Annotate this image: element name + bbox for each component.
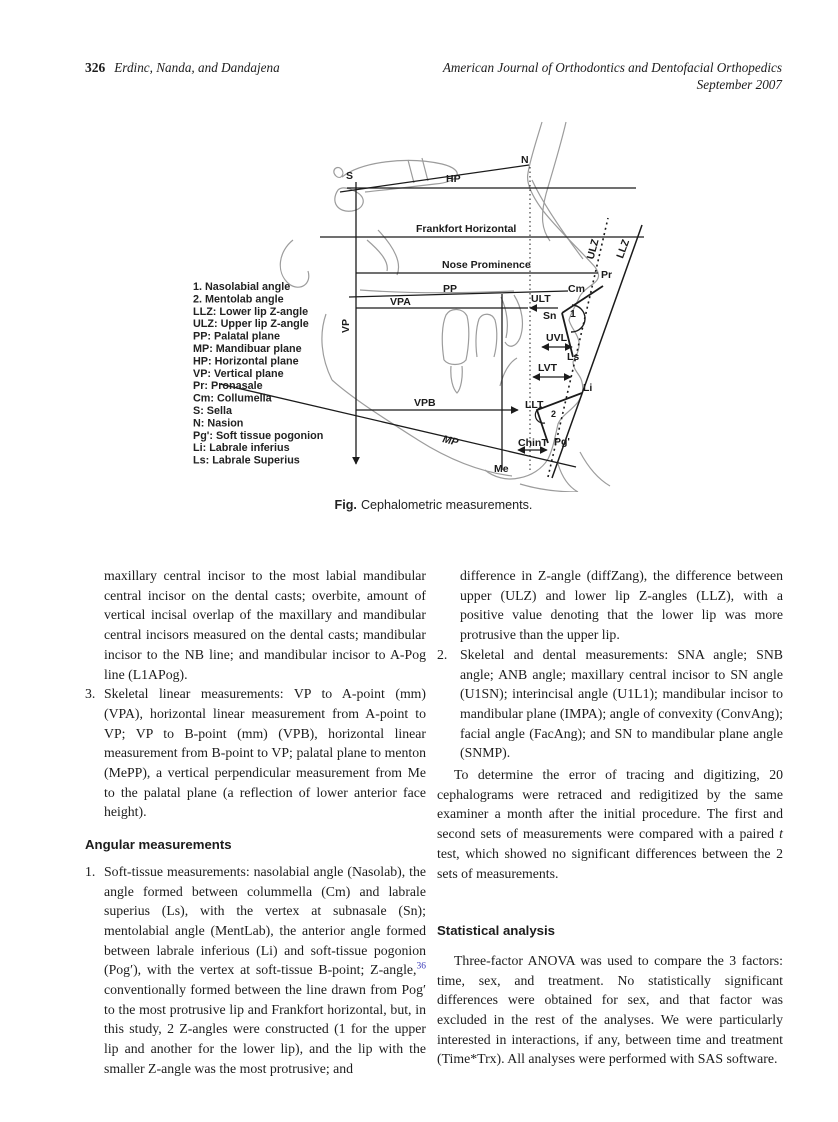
list-number: 2. xyxy=(437,646,448,662)
legend-item: ULZ: Upper lip Z-angle xyxy=(193,318,309,331)
legend-item: LLZ: Lower lip Z-angle xyxy=(193,305,309,318)
paragraph-text: maxillary central incisor to the most labial mandibular central incisor on the dental casts; overbite, amount of vertical incisal overlap of the maxillary and mandibular central incisors measured on the dental casts; mandibular incisor to the NB line; and mandibular incisor to A-Pog line (L1APog). xyxy=(104,568,426,682)
label-cm: Cm xyxy=(568,283,585,295)
paragraph-text: conventionally formed between the line drawn from Pog′ to the most protrusive lip and Frankfort horizontal, but, in this study, 2 Z-angles were constructed (1 for the upper lip and another for the lower lip), and the lip with the smaller Z-angle was the most protrusive; and xyxy=(104,982,426,1076)
label-mp: MP xyxy=(441,433,460,449)
legend-item: Ls: Labrale Superius xyxy=(193,454,300,467)
paragraph-text: Skeletal linear measurements: VP to A-point (mm) (VPA), horizontal linear measurement from A-point to VP; VP to B-point (mm) (VPB), horizontal linear measurement from B-point to VP; palatal plane to menton (MePP), a vertical perpendicular measurement from Me to the palatal plane (a reflection of lower anterior face height). xyxy=(104,686,426,820)
premolar xyxy=(476,314,497,357)
figure-caption-text: Cephalometric measurements. xyxy=(360,498,533,512)
list-item-1 xyxy=(85,862,426,1079)
cephalometric-figure xyxy=(180,120,660,492)
list-item-continuation xyxy=(85,566,426,684)
label-li: Li xyxy=(583,382,593,394)
authors: Erdinc, Nanda, and Dandajena xyxy=(114,60,280,75)
list-number: 3. xyxy=(85,686,96,702)
legend-item: 1. Nasolabial angle xyxy=(193,281,291,293)
label-chint: ChinT xyxy=(518,437,548,449)
figure-caption xyxy=(85,498,782,512)
running-head-left xyxy=(85,60,280,76)
label-lvt: LVT xyxy=(538,362,558,374)
label-llz: LLZ xyxy=(614,237,633,261)
reference-link[interactable]: 36 xyxy=(416,961,426,972)
legend-item: Pg': Soft tissue pogonion xyxy=(193,429,324,442)
legend-item: PP: Palatal plane xyxy=(193,330,281,343)
legend-item: MP: Mandibuar plane xyxy=(193,343,302,355)
legend-item: Pr: Pronasale xyxy=(193,380,263,393)
label-frankfort: Frankfort Horizontal xyxy=(416,223,517,235)
label-llt: LLT xyxy=(525,399,544,411)
list-item-2 xyxy=(437,645,783,763)
legend-item: Li: Labrale inferius xyxy=(193,442,290,455)
paragraph-anova: Three-factor ANOVA was used to compare the 3 factors: time, sex, and treatment. No statistically significant differences were obtained for sex, and that factor was excluded in the rest of the analyses. We were particularly interested in interactions, if any, between time and treatment (Time*Trx). All analyses were performed with SAS software. xyxy=(437,952,783,1067)
journal-title: American Journal of Orthodontics and Dentofacial Orthopedics xyxy=(442,60,782,75)
nasal-bone xyxy=(532,180,583,259)
running-head-right xyxy=(443,60,782,93)
legend-item: N: Nasion xyxy=(193,417,244,430)
journal-issue: September 2007 xyxy=(696,76,782,92)
neck-curves xyxy=(520,452,610,492)
label-ulz: ULZ xyxy=(584,237,602,261)
list-number: 1. xyxy=(85,863,96,879)
running-head xyxy=(85,60,782,93)
legend-item: 2. Mentolab angle xyxy=(193,293,284,306)
list-item-continuation xyxy=(437,566,783,645)
label-n: N xyxy=(521,154,529,166)
cranial-base xyxy=(342,160,457,192)
legend-item: VP: Vertical plane xyxy=(193,367,284,380)
left-column xyxy=(85,566,426,1079)
paragraph-text: difference in Z-angle (diffZang), the difference between upper (ULZ) and lower lip Z-angles (LLZ), with a positive value denoting that the lower lip was more protrusive than the upper lip. xyxy=(460,568,783,643)
cephalometric-svg xyxy=(180,120,660,492)
paragraph-text: Skeletal and dental measurements: SNA angle; SNB angle; ANB angle; maxillary central incisor to SN angle (U1SN); interincisal angle (U1L1); mandibular incisor to mandibular plane (IMPA); angle of convexity (ConvAng); facial angle (FacAng); and SN to mandibular plane angle (SNMP). xyxy=(460,646,783,761)
paragraph-text: To determine the error of tracing and digitizing, 20 cephalograms were retraced and redigitized by the same examiner a month after the initial procedure. The first and second sets of measurements were compared with a paired xyxy=(437,767,783,842)
list-item-3 xyxy=(85,684,426,822)
nasal-floor xyxy=(360,290,514,293)
label-angle2: 2 xyxy=(551,409,557,419)
figure-caption-label: Fig. xyxy=(334,498,357,512)
legend-item: Cm: Collumella xyxy=(193,392,272,405)
label-s: S xyxy=(346,170,354,182)
label-pr: Pr xyxy=(601,269,613,281)
label-pg: Pg' xyxy=(554,436,570,448)
figure-legend xyxy=(193,281,323,467)
italic-t: t xyxy=(779,826,783,842)
label-ls: Ls xyxy=(567,351,580,363)
label-angle1: 1 xyxy=(570,308,576,320)
paragraph-text: Soft-tissue measurements: nasolabial angle (Nasolab), the angle formed between colummella (Cm) and labrale superius (Ls), with the vertex at subnasale (Sn); mentolabial angle (MentLab), the anterior angle formed between labrale inferious (Li) and soft-tissue pogonion (Pog′), with the vertex at soft-tissue B-point; Z-angle, xyxy=(104,863,426,978)
section-heading-angular: Angular measurements xyxy=(85,837,232,853)
label-uvl: UVL xyxy=(546,332,567,344)
label-hp: HP xyxy=(446,173,461,185)
upper-incisor xyxy=(501,295,522,346)
label-sn: Sn xyxy=(543,310,557,322)
label-nose-prominence: Nose Prominence xyxy=(442,259,531,271)
legend-item: S: Sella xyxy=(193,405,233,417)
legend-item: HP: Horizontal plane xyxy=(193,355,299,368)
label-pp: PP xyxy=(443,283,458,295)
section-heading-statistical: Statistical analysis xyxy=(437,923,556,939)
label-vpa: VPA xyxy=(390,296,411,308)
label-me: Me xyxy=(494,463,509,475)
mandible xyxy=(322,314,512,476)
molar xyxy=(442,309,469,393)
label-vp: VP xyxy=(340,318,352,334)
right-column xyxy=(437,566,783,1069)
label-ult: ULT xyxy=(531,293,551,305)
page-number: 326 xyxy=(85,60,106,75)
label-vpb: VPB xyxy=(414,397,436,409)
paragraph-text: test, which showed no significant differences between the 2 sets of measurements. xyxy=(437,845,783,881)
paragraph-error-of-tracing xyxy=(437,765,783,883)
